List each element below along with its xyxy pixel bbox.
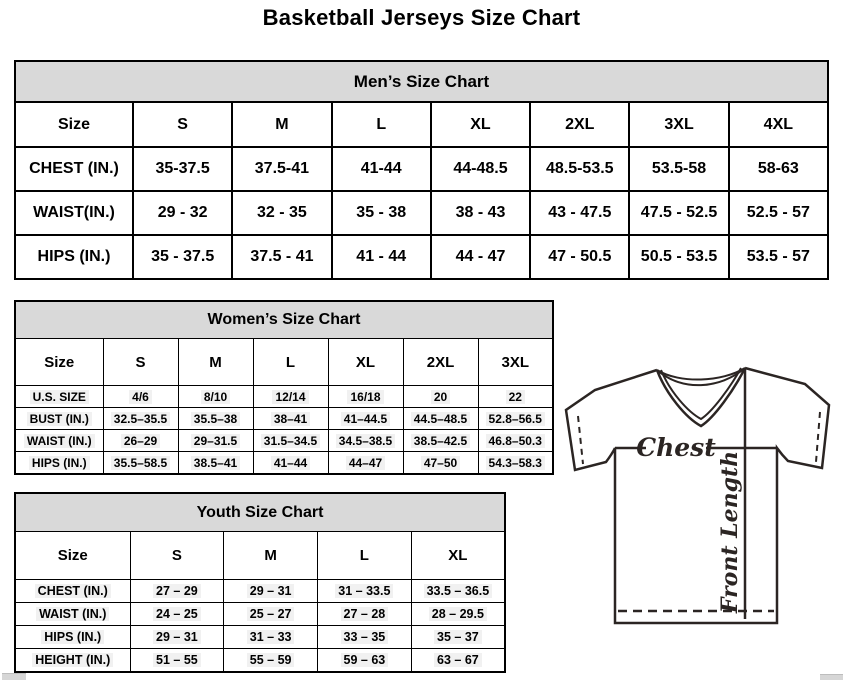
table-cell: 41–44.5: [341, 412, 390, 426]
column-header: 2XL: [403, 339, 478, 386]
table-cell: 44-48.5: [431, 147, 530, 191]
table-cell: 38–41: [271, 412, 310, 426]
table-cell: 59 – 63: [341, 653, 389, 667]
row-label: WAIST (IN.): [24, 434, 95, 448]
table-row: [15, 649, 505, 673]
table-cell: 12/14: [272, 390, 308, 404]
row-label: HIPS (IN.): [41, 630, 104, 644]
column-header: L: [318, 532, 412, 580]
table-cell: 29 – 31: [247, 584, 295, 598]
table-cell: 28 – 29.5: [429, 607, 487, 621]
table-cell: 41 - 44: [332, 235, 431, 279]
column-header: S: [130, 532, 224, 580]
table-cell: 35-37.5: [133, 147, 232, 191]
table-row: [15, 386, 553, 408]
table-cell: 53.5 - 57: [729, 235, 828, 279]
column-header: S: [133, 102, 232, 147]
column-header: 2XL: [530, 102, 629, 147]
column-header: 3XL: [478, 339, 553, 386]
table-cell: 44.5–48.5: [411, 412, 470, 426]
column-header: L: [332, 102, 431, 147]
jersey-outline: [566, 368, 829, 623]
table-cell: 27 – 29: [153, 584, 201, 598]
table-row: [15, 235, 828, 279]
table-cell: 38.5–41: [191, 456, 240, 470]
table-cell: 52.5 - 57: [729, 191, 828, 235]
front-length-measure-label: Front Length: [717, 450, 743, 614]
table-cell: 35 – 37: [434, 630, 482, 644]
mens-size-label: Size: [15, 102, 133, 147]
table-cell: 35 - 37.5: [133, 235, 232, 279]
column-header: 3XL: [629, 102, 728, 147]
row-label: HIPS (IN.): [29, 456, 90, 470]
table-cell: 22: [506, 390, 525, 404]
row-label: CHEST (IN.): [15, 147, 133, 191]
chest-measure-label: Chest: [636, 433, 716, 462]
table-cell: 38 - 43: [431, 191, 530, 235]
table-cell: 34.5–38.5: [336, 434, 395, 448]
table-cell: 33.5 – 36.5: [424, 584, 493, 598]
table-cell: 27 – 28: [341, 607, 389, 621]
table-cell: 44–47: [346, 456, 385, 470]
table-cell: 35.5–58.5: [111, 456, 170, 470]
table-cell: 58-63: [729, 147, 828, 191]
table-cell: 54.3–58.3: [486, 456, 545, 470]
table-cell: 48.5-53.5: [530, 147, 629, 191]
table-cell: 32 - 35: [232, 191, 331, 235]
table-cell: 16/18: [347, 390, 383, 404]
row-label: CHEST (IN.): [35, 584, 111, 598]
table-cell: 47–50: [421, 456, 460, 470]
column-header: M: [232, 102, 331, 147]
left-cuff-dashed-seam: [578, 416, 583, 464]
horizontal-scrollbar-fragment-right[interactable]: [820, 674, 843, 680]
table-cell: 33 – 35: [341, 630, 389, 644]
column-header: XL: [431, 102, 530, 147]
table-cell: 29–31.5: [191, 434, 240, 448]
table-cell: 46.8–50.3: [486, 434, 545, 448]
table-cell: 24 – 25: [153, 607, 201, 621]
table-cell: 55 – 59: [247, 653, 295, 667]
row-label: BUST (IN.): [27, 412, 92, 426]
column-header: M: [178, 339, 253, 386]
table-cell: 20: [431, 390, 450, 404]
table-cell: 35 - 38: [332, 191, 431, 235]
table-row: [15, 147, 828, 191]
table-cell: 44 - 47: [431, 235, 530, 279]
youth-table-header: Youth Size Chart: [15, 493, 505, 532]
table-cell: 32.5–35.5: [111, 412, 170, 426]
table-cell: 38.5–42.5: [411, 434, 470, 448]
youth-size-label: Size: [15, 532, 130, 580]
column-header: 4XL: [729, 102, 828, 147]
table-cell: 31 – 33: [247, 630, 295, 644]
row-label: HEIGHT (IN.): [32, 653, 113, 667]
column-header: S: [103, 339, 178, 386]
table-cell: 29 – 31: [153, 630, 201, 644]
table-cell: 50.5 - 53.5: [629, 235, 728, 279]
table-cell: 37.5 - 41: [232, 235, 331, 279]
table-cell: 41–44: [271, 456, 310, 470]
table-cell: 47.5 - 52.5: [629, 191, 728, 235]
jersey-measurement-diagram: [558, 362, 841, 676]
table-row: [15, 580, 505, 603]
table-cell: 31 – 33.5: [335, 584, 393, 598]
table-row: [15, 626, 505, 649]
table-cell: 51 – 55: [153, 653, 201, 667]
youth-size-table: [14, 492, 506, 673]
table-row: [15, 603, 505, 626]
mens-size-table: [14, 60, 829, 280]
table-cell: 29 - 32: [133, 191, 232, 235]
table-cell: 53.5-58: [629, 147, 728, 191]
womens-size-table: [14, 300, 554, 475]
table-row: [15, 408, 553, 430]
table-cell: 43 - 47.5: [530, 191, 629, 235]
table-cell: 41-44: [332, 147, 431, 191]
table-cell: 25 – 27: [247, 607, 295, 621]
table-cell: 37.5-41: [232, 147, 331, 191]
right-cuff-dashed-seam: [816, 412, 820, 462]
row-label: U.S. SIZE: [30, 390, 89, 404]
table-cell: 63 – 67: [434, 653, 482, 667]
table-row: [15, 452, 553, 475]
table-cell: 35.5–38: [191, 412, 240, 426]
womens-size-label: Size: [15, 339, 103, 386]
table-cell: 47 - 50.5: [530, 235, 629, 279]
column-header: XL: [328, 339, 403, 386]
row-label: WAIST(IN.): [15, 191, 133, 235]
column-header: L: [253, 339, 328, 386]
column-header: M: [224, 532, 318, 580]
table-cell: 52.8–56.5: [486, 412, 545, 426]
row-label: HIPS (IN.): [15, 235, 133, 279]
page-title: Basketball Jerseys Size Chart: [262, 5, 581, 30]
table-row: [15, 430, 553, 452]
table-cell: 8/10: [201, 390, 230, 404]
womens-table-header: Women’s Size Chart: [15, 301, 553, 339]
table-cell: 31.5–34.5: [261, 434, 320, 448]
mens-table-header: Men’s Size Chart: [15, 61, 828, 102]
row-label: WAIST (IN.): [36, 607, 109, 621]
column-header: XL: [411, 532, 505, 580]
table-cell: 4/6: [129, 390, 152, 404]
table-row: [15, 191, 828, 235]
table-cell: 26–29: [121, 434, 160, 448]
